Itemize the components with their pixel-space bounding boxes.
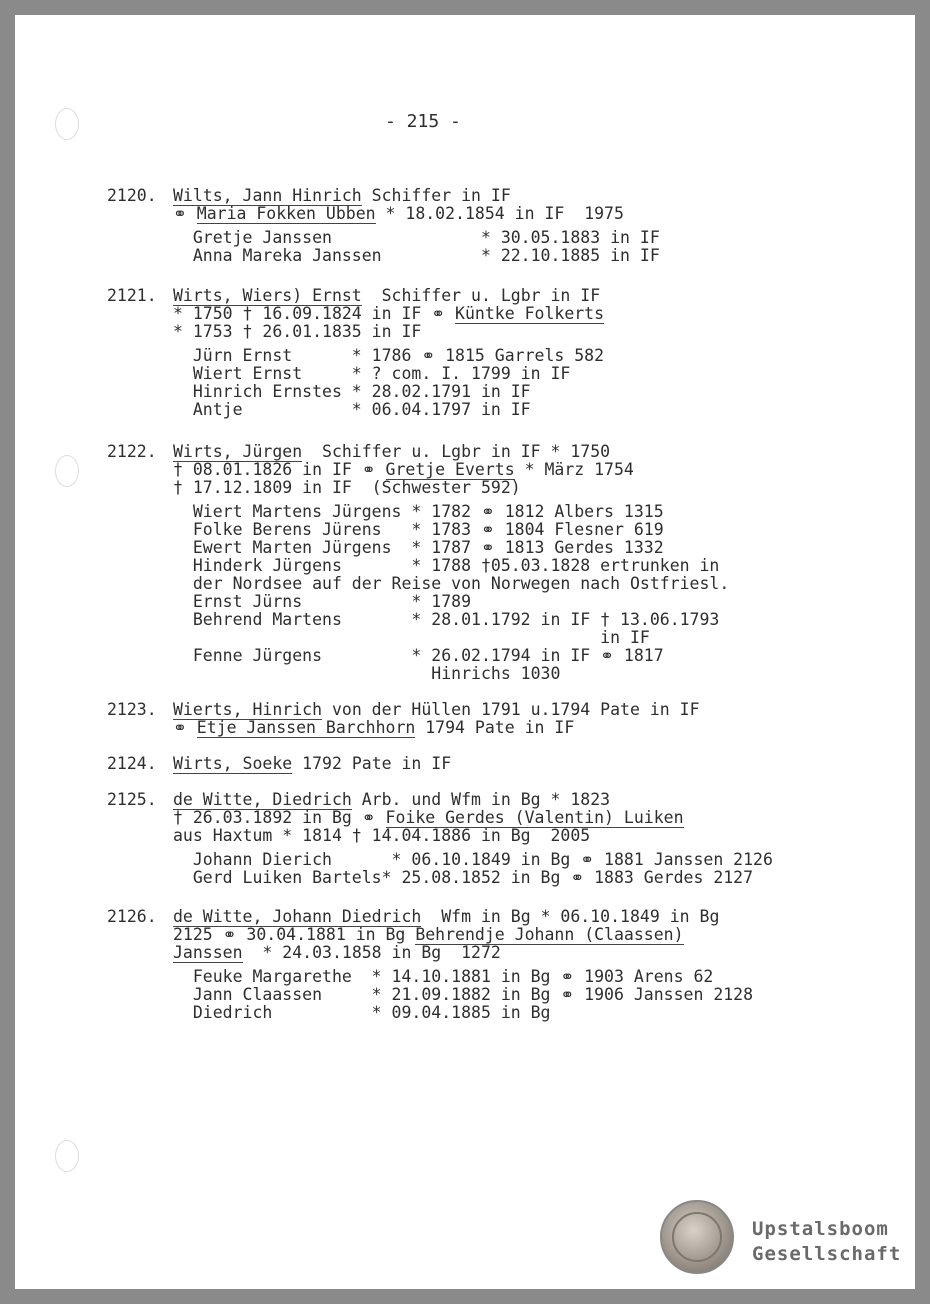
entry-line — [173, 365, 570, 383]
name-underlined: de Witte, Johann Diedrich — [173, 907, 422, 926]
entry-line — [173, 869, 753, 887]
name-underlined: Wierts, Hinrich — [173, 700, 323, 719]
entry-line — [173, 383, 531, 401]
entry-number: 2125. — [107, 790, 157, 809]
entry-line — [173, 229, 660, 247]
line-text: der Nordsee auf der Reise von Norwegen nach Ostfriesl. — [173, 574, 730, 593]
entry-line — [173, 305, 604, 323]
line-text: Schiffer u. Lgbr in IF — [361, 286, 601, 305]
line-text: Wfm in Bg * 06.10.1849 in Bg — [421, 907, 720, 926]
entry-line — [173, 503, 664, 521]
entry-line — [173, 701, 700, 719]
line-text: Antje * 06.04.1797 in IF — [173, 400, 531, 419]
entry-number: 2122. — [107, 442, 157, 461]
entry-number: 2124. — [107, 754, 157, 773]
name-underlined: Wirts, Wiers) Ernst — [173, 286, 362, 305]
punch-hole — [55, 1140, 79, 1172]
line-text: * 1753 † 26.01.1835 in IF — [173, 322, 422, 341]
entry-number: 2123. — [107, 700, 157, 719]
line-text: Folke Berens Jürens * 1783 ⚭ 1804 Flesner 619 — [173, 520, 664, 539]
entry-line — [173, 719, 574, 737]
document-page — [15, 15, 915, 1289]
entry-line — [173, 647, 664, 665]
line-text: * 18.02.1854 in IF 1975 — [375, 204, 624, 223]
entry-number: 2126. — [107, 907, 157, 926]
entry-line — [173, 851, 773, 869]
entry-line — [173, 247, 660, 265]
entry-line — [173, 401, 531, 419]
line-text: Fenne Jürgens * 26.02.1794 in IF ⚭ 1817 — [173, 646, 664, 665]
line-text: ⚭ — [173, 718, 197, 737]
punch-hole — [55, 108, 79, 140]
name-underlined: Wirts, Jürgen — [173, 442, 303, 461]
name-underlined: Maria Fokken Ubben — [196, 204, 376, 223]
entry-line — [173, 665, 560, 683]
entry-line — [173, 926, 684, 944]
entry-line — [173, 908, 719, 926]
line-text: Behrend Martens * 28.01.1792 in IF † 13.06.1793 — [173, 610, 720, 629]
entry-line — [173, 521, 664, 539]
line-text: * 1750 † 16.09.1824 in IF ⚭ — [173, 304, 456, 323]
line-text: von der Hüllen 1791 u.1794 Pate in IF — [322, 700, 700, 719]
brand-line-2: Gesellschaft — [752, 1243, 902, 1265]
entry-number: 2120. — [107, 186, 157, 205]
name-underlined: Behrendje Johann (Claassen) — [415, 925, 684, 944]
brand-line-1: Upstalsboom — [752, 1218, 889, 1240]
line-text: Johann Dierich * 06.10.1849 in Bg ⚭ 1881 Janssen 2126 — [173, 850, 773, 869]
entry-line — [173, 347, 604, 365]
line-text: Wiert Ernst * ? com. I. 1799 in IF — [173, 364, 571, 383]
name-underlined: Gretje Everts — [385, 460, 515, 479]
line-text: Gerd Luiken Bartels* 25.08.1852 in Bg ⚭ 1883 Gerdes 2127 — [173, 868, 754, 887]
entry-line — [173, 205, 624, 223]
name-underlined: Etje Janssen Barchhorn — [196, 718, 416, 737]
line-text: Hinrich Ernstes * 28.02.1791 in IF — [173, 382, 531, 401]
line-text: Jürn Ernst * 1786 ⚭ 1815 Garrels 582 — [173, 346, 605, 365]
entry-line — [173, 539, 664, 557]
line-text: † 08.01.1826 in IF ⚭ — [173, 460, 386, 479]
entry-line — [173, 944, 501, 962]
entry-line — [173, 557, 719, 575]
name-underlined: Küntke Folkerts — [455, 304, 605, 323]
entry-line — [173, 755, 451, 773]
entry-line — [173, 827, 590, 845]
line-text: Ernst Jürns * 1789 — [173, 592, 472, 611]
entry-line — [173, 479, 521, 497]
entry-line — [173, 611, 719, 629]
entry-line — [173, 187, 511, 205]
name-underlined: de Witte, Diedrich — [173, 790, 352, 809]
entry-line — [173, 968, 713, 986]
line-text: Hinrichs 1030 — [173, 664, 561, 683]
line-text: 1792 Pate in IF — [292, 754, 452, 773]
entry-line — [173, 1004, 551, 1022]
entry-number: 2121. — [107, 286, 157, 305]
name-underlined: Wilts, Jann Hinrich — [173, 186, 362, 205]
entry-line — [173, 575, 729, 593]
line-text: * 24.03.1858 in Bg 1272 — [242, 943, 501, 962]
name-underlined: Foike Gerdes (Valentin) Luiken — [385, 808, 684, 827]
entry-line — [173, 809, 684, 827]
line-text: Anna Mareka Janssen * 22.10.1885 in IF — [173, 246, 660, 265]
line-text: Schiffer u. Lgbr in IF * 1750 — [302, 442, 611, 461]
punch-hole — [55, 455, 79, 487]
line-text: Wiert Martens Jürgens * 1782 ⚭ 1812 Albers 1315 — [173, 502, 664, 521]
entry-line — [173, 986, 753, 1004]
entry-line — [173, 791, 610, 809]
page-number: - 215 - — [385, 111, 461, 132]
seal-icon — [660, 1200, 734, 1274]
line-text: ⚭ — [173, 204, 197, 223]
line-text: aus Haxtum * 1814 † 14.04.1886 in Bg 2005 — [173, 826, 591, 845]
line-text: Hinderk Jürgens * 1788 †05.03.1828 ertrunken in — [173, 556, 720, 575]
name-underlined: Janssen — [173, 943, 243, 962]
line-text: * März 1754 — [514, 460, 634, 479]
name-underlined: Wirts, Soeke — [173, 754, 293, 773]
line-text: † 26.03.1892 in Bg ⚭ — [173, 808, 386, 827]
line-text: Jann Claassen * 21.09.1882 in Bg ⚭ 1906 Janssen 2128 — [173, 985, 754, 1004]
entry-line — [173, 629, 650, 647]
entry-line — [173, 323, 421, 341]
line-text: 1794 Pate in IF — [415, 718, 575, 737]
line-text: Feuke Margarethe * 14.10.1881 in Bg ⚭ 1903 Arens 62 — [173, 967, 714, 986]
line-text: Diedrich * 09.04.1885 in Bg — [173, 1003, 551, 1022]
entry-line — [173, 461, 634, 479]
entry-line — [173, 593, 471, 611]
line-text: † 17.12.1809 in IF (Schwester 592) — [173, 478, 521, 497]
entry-line — [173, 443, 610, 461]
line-text: Gretje Janssen * 30.05.1883 in IF — [173, 228, 660, 247]
line-text: 2125 ⚭ 30.04.1881 in Bg — [173, 925, 416, 944]
line-text: Schiffer in IF — [361, 186, 511, 205]
line-text: in IF — [173, 628, 650, 647]
line-text: Ewert Marten Jürgens * 1787 ⚭ 1813 Gerdes 1332 — [173, 538, 664, 557]
line-text: Arb. und Wfm in Bg * 1823 — [351, 790, 611, 809]
entry-line — [173, 287, 600, 305]
